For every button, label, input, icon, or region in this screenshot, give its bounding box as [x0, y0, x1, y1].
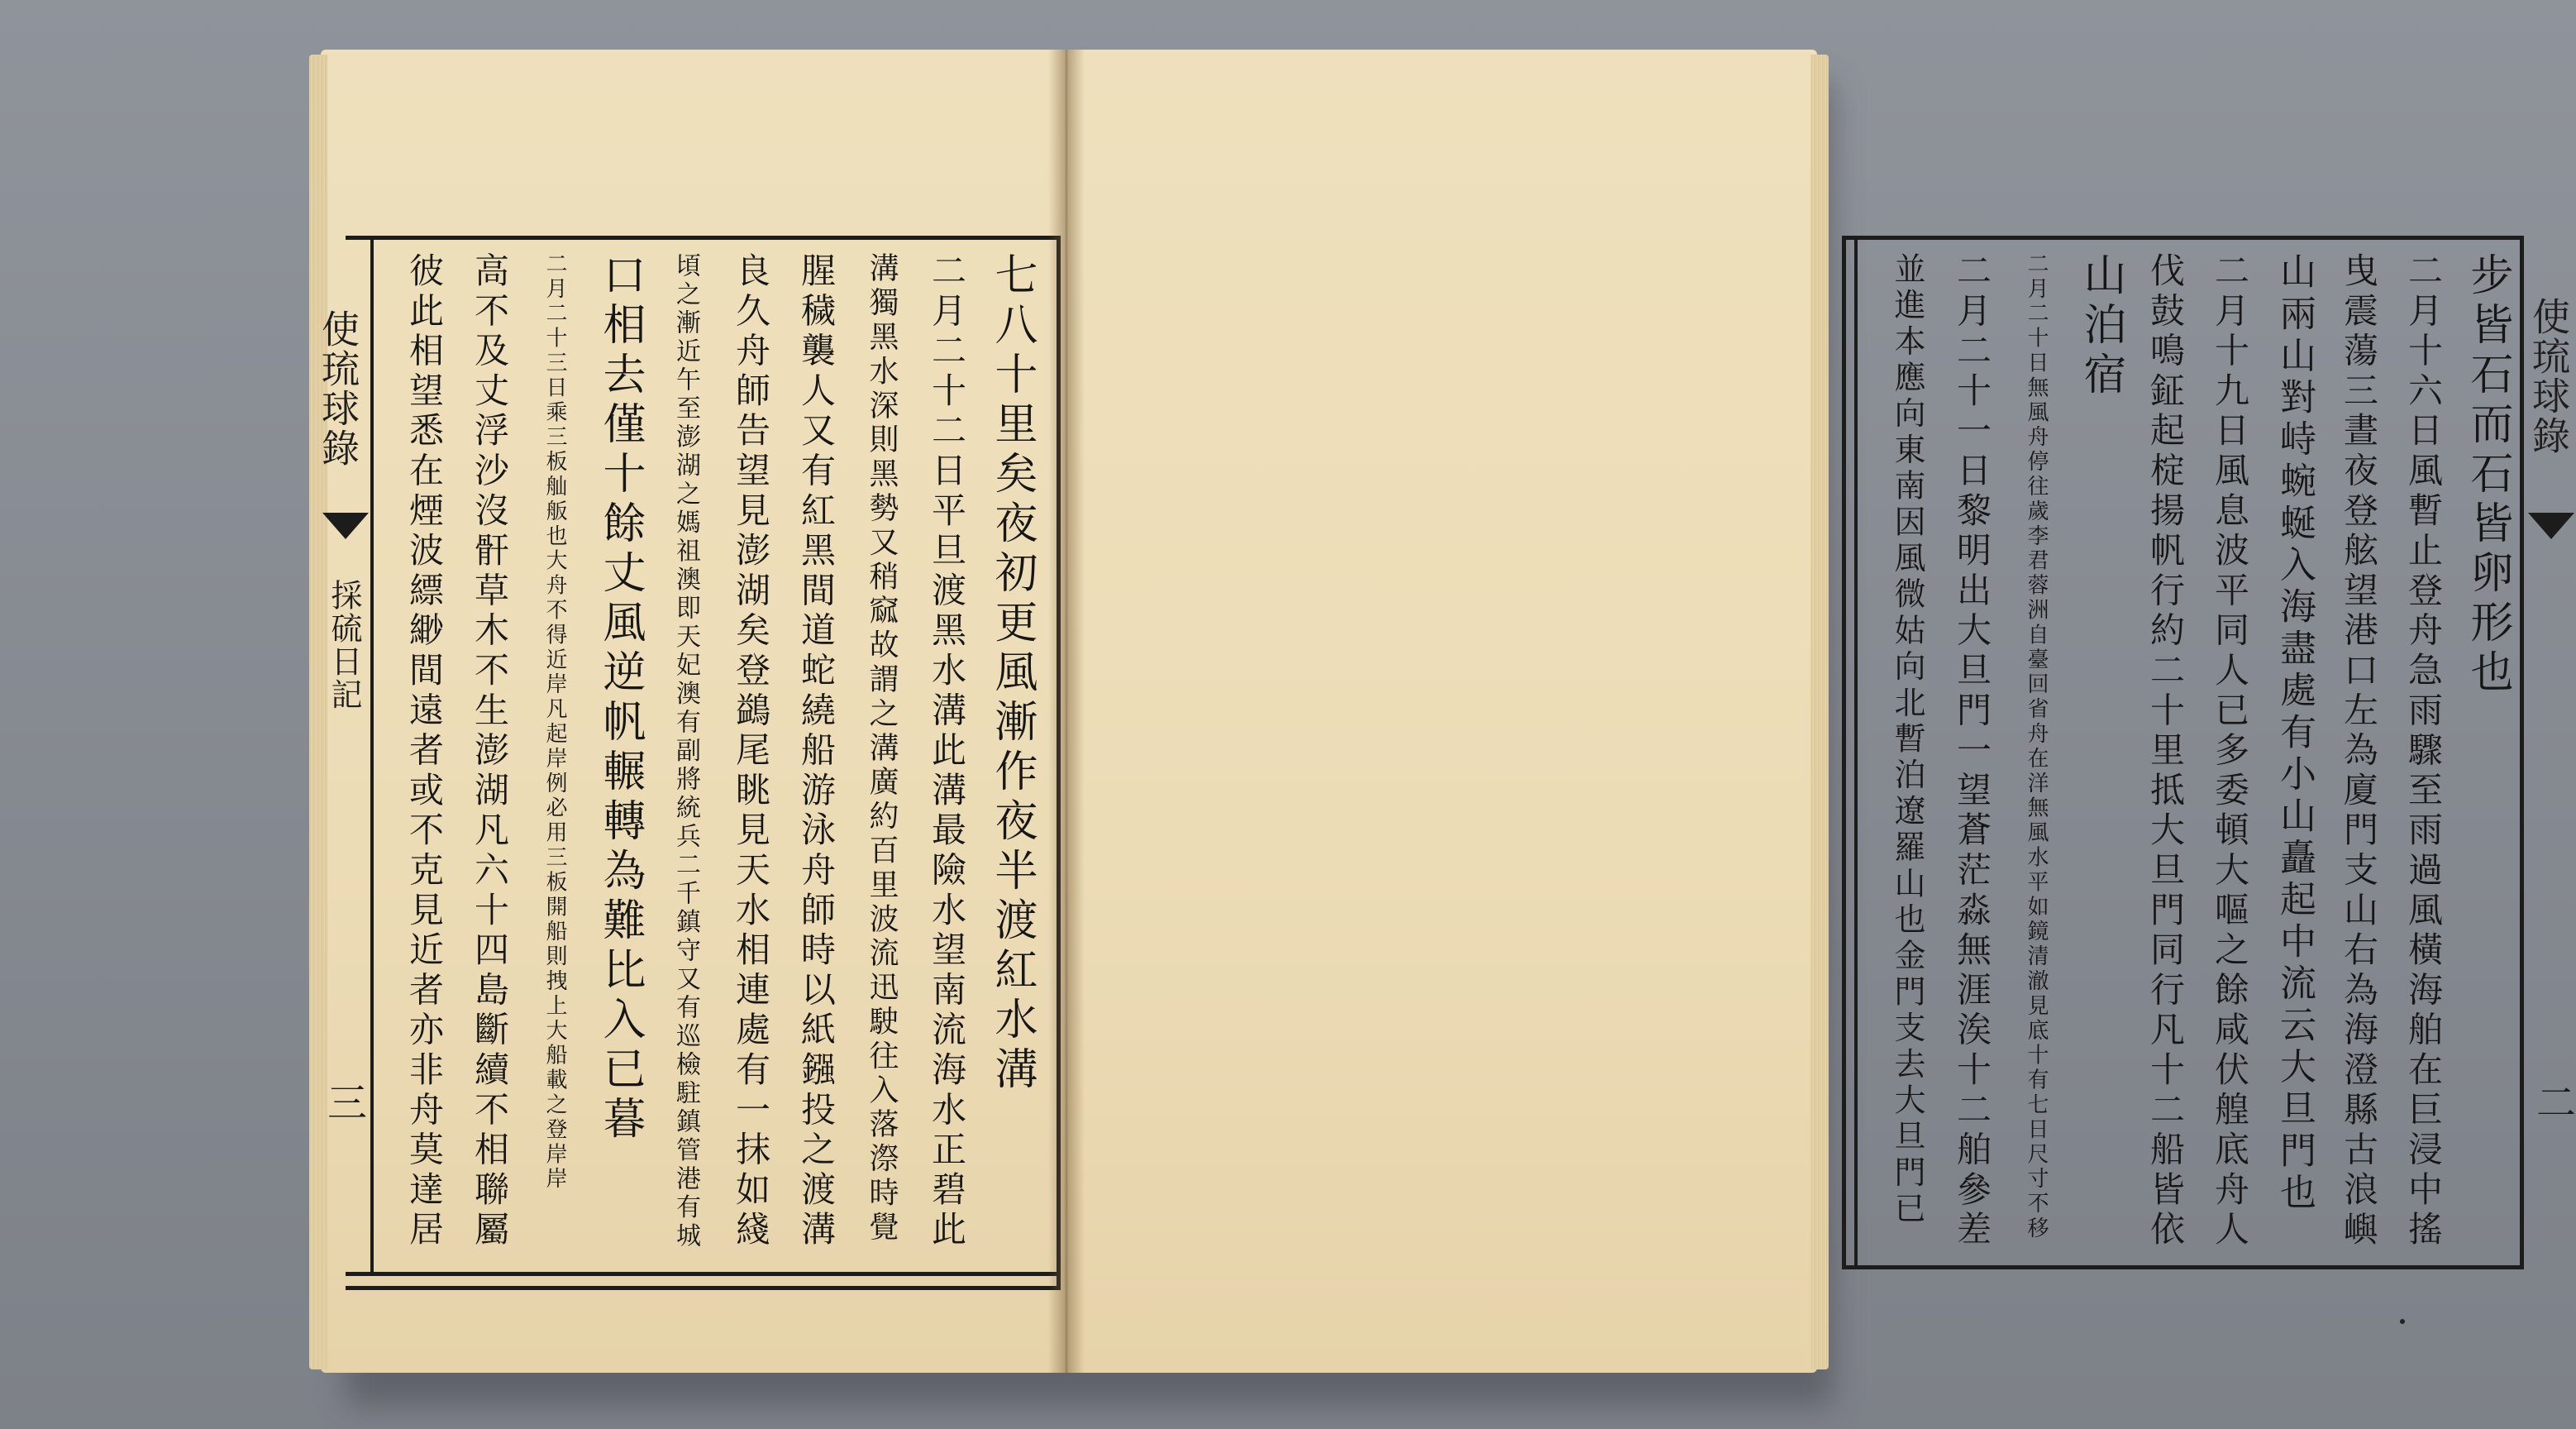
book-gutter: [1048, 50, 1085, 1373]
right-fish-tail: [2528, 513, 2574, 539]
right-text-column: 步皆石而石皆卵形也: [2463, 252, 2512, 699]
right-text-column: 二月二十日無風舟停往歲李君蓉洲自臺回省舟在洋無風水平如鏡清澈見底十有七日尺寸不移: [2024, 252, 2049, 1241]
right-text-column: 曳震蕩三晝夜登舷望港口左為廈門支山右為海澄縣古浪嶼: [2339, 252, 2379, 1251]
right-text-column: 山兩山對峙蜿蜒入海盡處有小山矗起中流云大旦門也: [2273, 252, 2316, 1215]
left-band-section: 採硫日記: [326, 579, 362, 711]
right-page-number: 二: [2536, 1080, 2576, 1126]
ink-mark: [2400, 1319, 2405, 1324]
left-bottom-rule: [346, 1272, 1061, 1276]
right-page: [1065, 50, 2576, 1373]
right-text-column: 並進本應向東南因風微姑向北暫泊遼羅山也金門支去大旦門已: [1889, 252, 1925, 1228]
left-text-column: 腥穢襲人又有紅黑間道蛇繞船游泳舟師時以紙鏹投之渡溝: [796, 252, 837, 1251]
left-band-rule: [370, 236, 374, 1274]
right-text-column: 二月十六日風暫止登舟急雨驟至雨過風橫海舶在巨浸中搖: [2403, 252, 2444, 1251]
right-text-column: 二月二十一日黎明出大旦門一望蒼茫淼無涯涘十二舶參差: [1952, 252, 1992, 1251]
left-text-column: 彼此相望悉在煙波縹緲間遠者或不克見近者亦非舟莫達居: [404, 252, 445, 1251]
left-text-column: 良久舟師告望見澎湖矣登鷁尾眺見天水相連處有一抹如綫: [731, 252, 771, 1251]
left-text-column: 七八十里矣夜初更風漸作夜半渡紅水溝: [987, 252, 1037, 1096]
left-text-column: 頃之漸近午至澎湖之媽祖澳即天妃澳有副將統兵二千鎮守又有巡檢駐鎮管港有城: [671, 252, 700, 1251]
left-band-title: 使琉球錄: [316, 309, 360, 468]
right-page-edges: [1810, 55, 1829, 1369]
right-text-column: 山泊宿: [2076, 252, 2125, 401]
left-fish-tail: [322, 513, 369, 539]
left-page: [316, 50, 1065, 1373]
right-text-column: 二月十九日風息波平同人已多委頓大嘔之餘咸伏艎底舟人: [2210, 252, 2250, 1251]
right-text-column: 伐鼓鳴鉦起椗揚帆行約二十里抵大旦門同行凡十二船皆依: [2145, 252, 2186, 1251]
left-page-number: 三: [327, 1080, 368, 1126]
left-text-column: 二月二十三日乘三板舢舨也大舟不得近岸凡起岸例必用三板開船則拽上大船載之登岸岸: [542, 252, 567, 1192]
right-band-title: 使琉球錄: [2526, 297, 2571, 456]
left-text-column: 高不及丈浮沙沒骭草木不生澎湖凡六十四島斷續不相聯屬: [470, 252, 510, 1251]
open-book: [316, 50, 2576, 1381]
right-inner-rule: [1854, 236, 1858, 1269]
left-text-column: 口相去僅十餘丈風逆帆輾轉為難比入已暮: [595, 252, 645, 1145]
left-text-column: 二月二十二日平旦渡黑水溝此溝最險水望南流海水正碧此: [927, 252, 967, 1251]
left-text-column: 溝獨黑水深則黑勢又稍窳故謂之溝廣約百里波流迅駛往入落漈時覺: [865, 252, 899, 1245]
